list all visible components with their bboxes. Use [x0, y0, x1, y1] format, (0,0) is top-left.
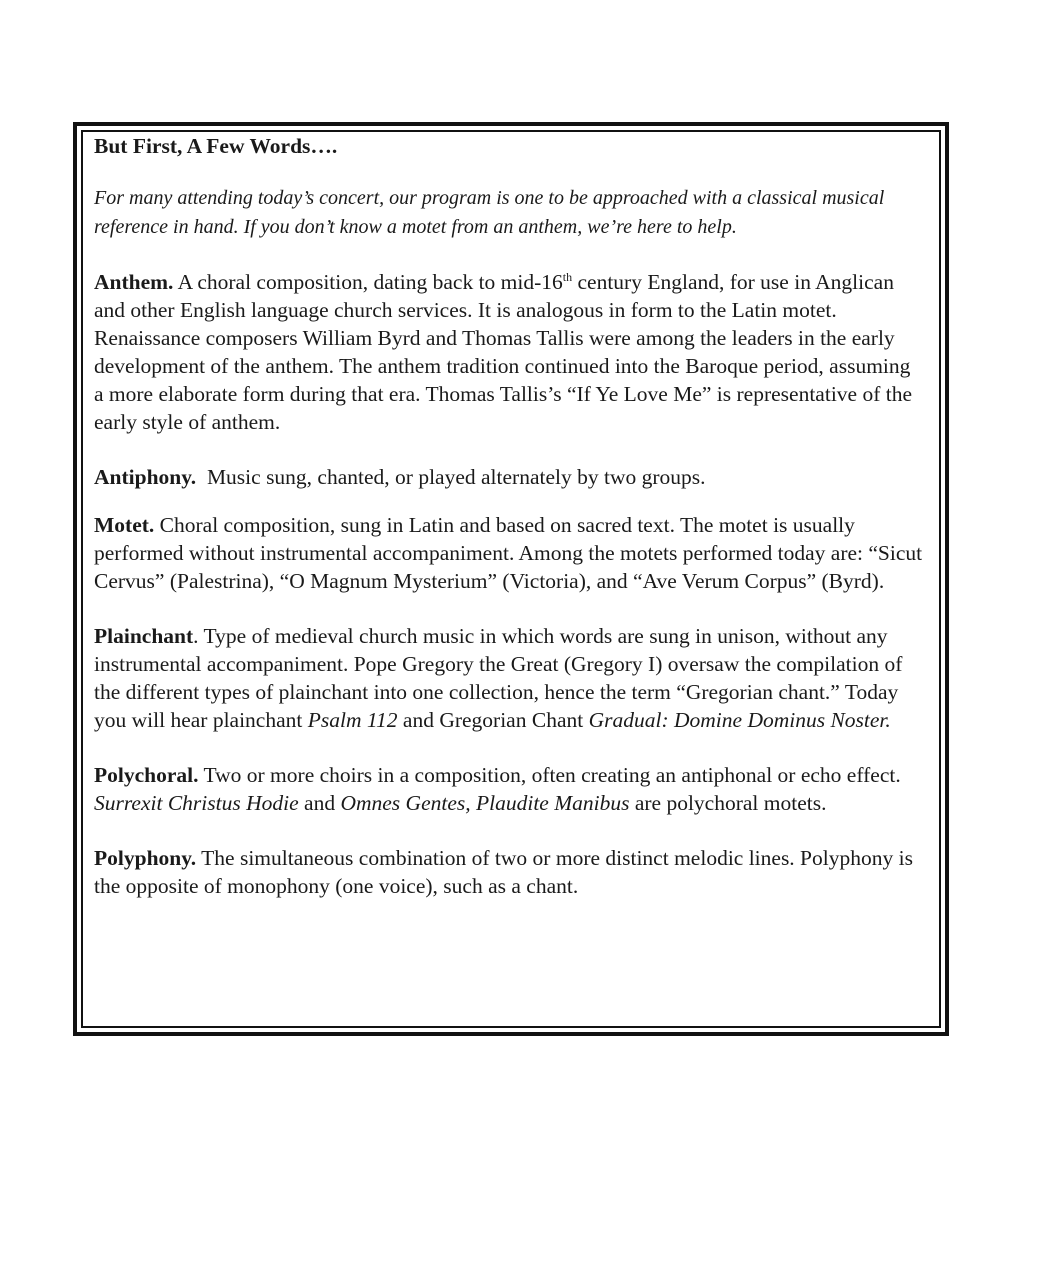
term-motet: Motet.: [94, 513, 155, 537]
term-anthem: Anthem.: [94, 270, 174, 294]
plainchant-text-b: and Gregorian Chant: [397, 708, 589, 732]
plainchant-italic-a: Psalm 112: [307, 708, 398, 732]
entry-anthem: [94, 268, 924, 436]
anthem-text-b: century England, for use in Anglican and other English language church services. It is analogous in form to the Latin motet. Renaissance composers William Byrd and Thomas Tallis were among the leaders in the early development of the anthem. The anthem tradition continued into the Baroque period, assuming a more elaborate form during that era. Thomas Tallis’s “If Ye Love Me” is representative of the early style of anthem.: [94, 270, 913, 434]
entry-antiphony: [94, 463, 924, 491]
plainchant-text-a: . Type of medieval church music in which words are sung in unison, without any instrumental accompaniment. Pope Gregory the Great (Gregory I) oversaw the compilation of the different types of plainchant into one collection, hence the term “Gregorian chant.” Today you will hear plainchant: [94, 624, 903, 732]
anthem-superscript: th: [562, 269, 573, 284]
entry-motet: [94, 511, 924, 595]
plainchant-italic-b: Gradual: Domine Dominus Noster.: [588, 708, 891, 732]
entry-polychoral: [94, 761, 924, 817]
term-polychoral: Polychoral.: [94, 763, 199, 787]
term-plainchant: Plainchant: [94, 624, 194, 648]
intro-paragraph: For many attending today’s concert, our program is one to be approached with a classical musical reference in hand. If you don’t know a motet from an anthem, we’re here to help.: [94, 187, 885, 238]
page-title: But First, A Few Words….: [94, 134, 338, 158]
anthem-text-a: A choral composition, dating back to mid-16: [173, 270, 563, 294]
antiphony-text: Music sung, chanted, or played alternately by two groups.: [196, 465, 706, 489]
polychoral-text-a: Two or more choirs in a composition, often creating an antiphonal or echo effect.: [198, 763, 901, 787]
polychoral-italic-b: Omnes Gentes, Plaudite Manibus: [340, 791, 630, 815]
polychoral-text-b: and: [298, 791, 341, 815]
glossary-content: [94, 128, 924, 900]
term-polyphony: Polyphony.: [94, 846, 197, 870]
entry-polyphony: [94, 844, 924, 900]
motet-text: Choral composition, sung in Latin and based on sacred text. The motet is usually performed without instrumental accompaniment. Among the motets performed today are: “Sicut Cervus” (Palestrina), “O Magnum Mysterium” (Victoria), and “Ave Verum Corpus” (Byrd).: [94, 513, 923, 593]
entry-plainchant: [94, 622, 924, 734]
term-antiphony: Antiphony.: [94, 465, 197, 489]
polyphony-text: The simultaneous combination of two or more distinct melodic lines. Polyphony is the opposite of monophony (one voice), such as a chant.: [94, 846, 913, 898]
polychoral-text-c: are polychoral motets.: [629, 791, 827, 815]
polychoral-italic-a: Surrexit Christus Hodie: [94, 791, 299, 815]
